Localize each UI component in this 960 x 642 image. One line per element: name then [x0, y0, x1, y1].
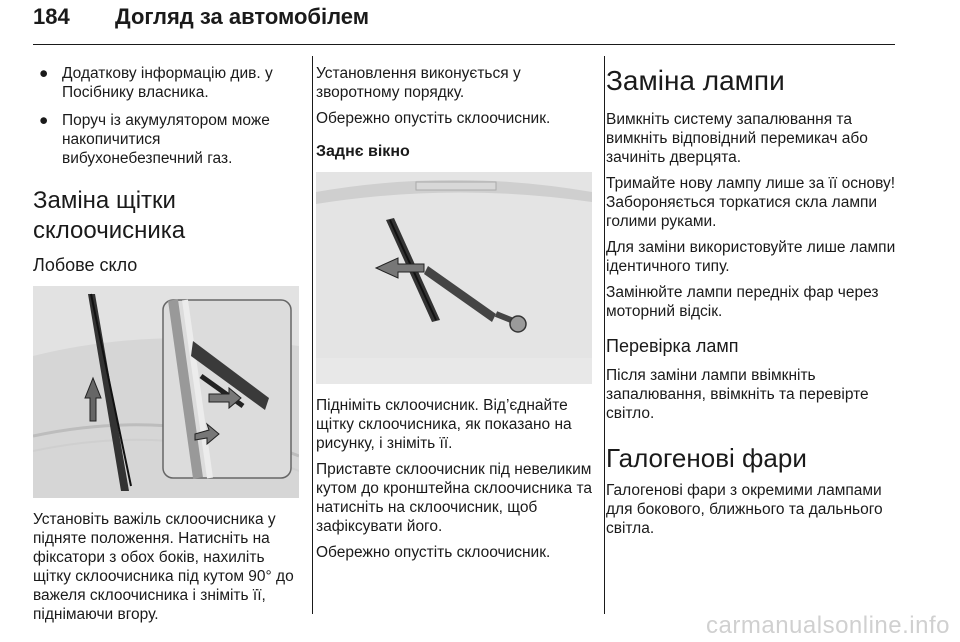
paragraph: Замінюйте лампи передніх фар через моторний відсік.: [606, 284, 879, 320]
paragraph: Обережно опустіть склоочисник.: [316, 110, 551, 127]
bullet-icon: ●: [39, 65, 49, 82]
header-rule: [33, 44, 895, 45]
watermark: carmanualsonline.info: [706, 612, 950, 639]
paragraph: Для заміни використовуйте лише лампи ідентичного типу.: [606, 239, 896, 275]
paragraph: Вимкніть систему запалювання та вимкніть відповідний перемикач або зачиніть дверцята.: [606, 111, 868, 166]
rear-wiper-figure: [316, 172, 592, 384]
page-number: 184: [33, 4, 70, 29]
column-divider-1: [312, 56, 313, 614]
section-title-halogen: Галогенові фари: [606, 443, 807, 473]
bullet-text: Додаткову інформацію див. у Посібнику власника.: [62, 65, 273, 101]
running-title: Догляд за автомобілем: [115, 4, 370, 29]
bullet-text: Поруч із акумулятором може накопичитися вибухонебезпечний газ.: [62, 112, 270, 167]
paragraph: Приставте склоочисник під невеликим кутом до кронштейна склоочисника та натисніть на склоочисник, щоб зафіксувати його.: [316, 461, 593, 535]
paragraph: Галогенові фари з окремими лампами для бокового, ближнього та дальнього світла.: [606, 482, 883, 537]
bullet-icon: ●: [39, 112, 49, 129]
section-title-bulb: Заміна лампи: [606, 65, 785, 96]
column-2: [316, 64, 592, 569]
subsection-title-rear-window: Заднє вікно: [316, 143, 410, 160]
bullet-list: [33, 64, 301, 168]
paragraph: Тримайте нову лампу лише за її основу! Забороняється торкатися скла лампи голими руками.: [606, 175, 896, 230]
column-3: [606, 64, 896, 545]
paragraph: Підніміть склоочисник. Від’єднайте щітку склоочисника, як показано на рисунку, і зніміть її.: [316, 397, 572, 452]
subsection-title-windscreen: Лобове скло: [33, 255, 138, 275]
section-title-wiper: Заміна щітки склоочисника: [33, 187, 186, 244]
list-item: [33, 111, 301, 168]
page-header: [33, 4, 895, 44]
windscreen-caption: Установіть важіль склоочисника у підняте положення. Натисніть на фіксатори з обох боків, нахиліть щітку склоочисника під кутом 90° до важеля склоочисника і зніміть її, піднімаючи вгору.: [33, 511, 294, 623]
paragraph: Після заміни лампи ввімкніть запалювання, ввімкніть та перевірте світло.: [606, 367, 869, 422]
paragraph: Установлення виконується у зворотному порядку.: [316, 65, 521, 101]
column-1: [33, 64, 301, 631]
paragraph: Обережно опустіть склоочисник.: [316, 544, 551, 561]
column-divider-2: [604, 56, 605, 614]
subsection-title-bulb-check: Перевірка ламп: [606, 336, 739, 356]
windscreen-wiper-figure: [33, 286, 299, 498]
list-item: [33, 64, 301, 102]
